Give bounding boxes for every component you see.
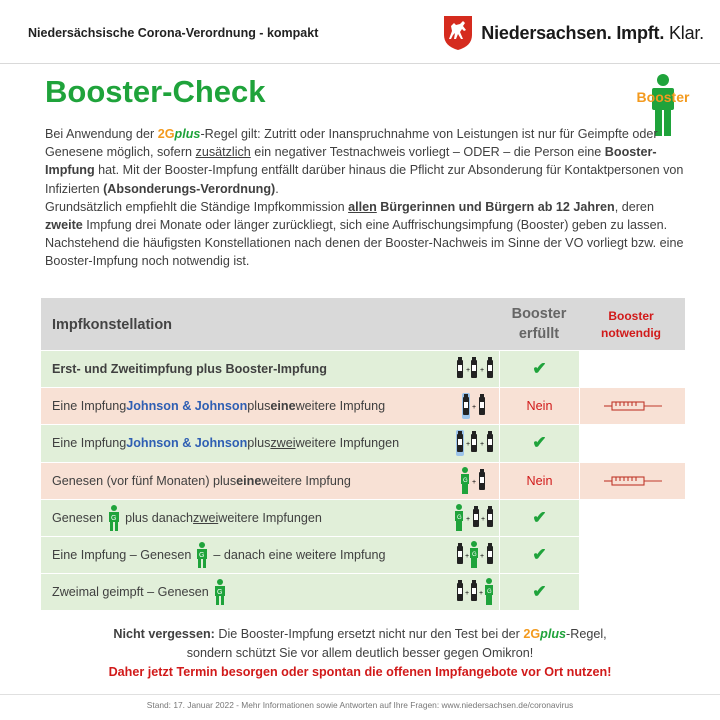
svg-text:G: G (216, 589, 223, 597)
svg-text:+: + (465, 553, 470, 561)
booster-label: Booster (636, 89, 690, 105)
erfuellt-cell (499, 425, 579, 461)
notwendig-cell (579, 351, 685, 387)
header-booster-erfuellt: Booster erfüllt (511, 306, 567, 342)
vaccine-vials-icon (449, 388, 499, 424)
intro-text: Bei Anwendung der 2Gplus-Regel gilt: Zutritt oder Inanspruchnahme von Leistungen ist nur für Geimpfte oder Genesene möglich, sofern zusätzlich ein negativer Testnachweis vorliegt – ODER – die Person eine Booster-Impfung hat. Mit der Booster-Impfung entfällt darüber hinaus die Pflicht zur Absonderung für Kontaktpersonen von Infizierten (Absonderungs-Verordnung). Grundsätzlich empfiehlt die Ständige Impfkommission allen Bürgerinnen und Bürgern ab 12 Jahren, deren zweite Impfung drei Monate oder länger zurückliegt, sich eine Auffrischungsimpfung (Booster) geben zu lassen. Nachstehend die häufigsten Konstellationen nach denen der Booster-Nachweis im Sinne der VO vorliegt bzw. eine Booster-Impfung noch notwendig ist. (45, 127, 684, 269)
svg-text:+: + (466, 441, 471, 449)
row-text: Eine Impfung Johnson & Johnson plus zwei weitere Impfungen (52, 436, 400, 451)
genesen-plus-vial-icon (449, 463, 499, 499)
row-text: Eine Impfung Johnson & Johnson plus eine weitere Impfung (52, 399, 386, 414)
svg-text:+: + (479, 590, 484, 598)
genesen-plus-vials-icon (449, 500, 499, 536)
vaccine-vials-icon (449, 351, 499, 387)
svg-text:G: G (457, 514, 462, 521)
svg-text:+: + (466, 515, 471, 523)
svg-text:+: + (472, 404, 477, 412)
niedersachsen-horse-logo-icon (443, 15, 473, 51)
svg-text:G: G (199, 552, 205, 560)
table-header (41, 298, 685, 350)
svg-text:G: G (111, 514, 117, 522)
table-row (41, 350, 685, 387)
check-icon: ✔ (532, 433, 547, 453)
call-to-action: Daher jetzt Termin besorgen oder spontan die offenen Impfangebote vor Ort nutzen! (108, 665, 612, 679)
table-row (41, 387, 685, 424)
erfuellt-cell (499, 574, 579, 610)
header-title: Niedersächsische Corona-Verordnung - kompakt (28, 26, 319, 40)
vaccine-vials-icon (449, 425, 499, 461)
footer-note: Nicht vergessen: Die Booster-Impfung ersetzt nicht nur den Test bei der 2Gplus-Regel, sondern schützt Sie vor allem deutlich besser gegen Omikron! Daher jetzt Termin besorgen oder spontan die offenen Impfangebote vor Ort nutzen! (108, 627, 612, 679)
erfuellt-cell: Nein (499, 388, 579, 424)
erfuellt-cell (499, 537, 579, 573)
vials-genesen-icon (449, 574, 499, 610)
table-row (41, 573, 685, 610)
svg-text:+: + (480, 441, 485, 449)
svg-text:+: + (466, 367, 471, 375)
notwendig-cell (579, 425, 685, 461)
svg-text:+: + (481, 515, 486, 523)
header-konstellation: Impfkonstellation (52, 317, 173, 333)
check-icon: ✔ (532, 582, 547, 602)
svg-text:+: + (480, 553, 485, 561)
table-row (41, 462, 685, 499)
table-row (41, 536, 685, 573)
notwendig-cell (579, 463, 685, 499)
row-text: Eine Impfung – Genesen G – danach eine weitere Impfung (41, 537, 449, 573)
footer-source: Stand: 17. Januar 2022 - Mehr Informationen sowie Antworten auf Ihre Fragen: www.niedersachsen.de/coronavirus (146, 700, 574, 710)
svg-text:+: + (480, 367, 485, 375)
notwendig-cell (579, 574, 685, 610)
row-text: Zweimal geimpft – Genesen G (41, 574, 449, 610)
footer-divider (0, 694, 720, 695)
svg-text:G: G (472, 552, 477, 559)
notwendig-cell (579, 500, 685, 536)
check-icon: ✔ (532, 507, 547, 527)
erfuellt-cell (499, 500, 579, 536)
notwendig-cell (579, 388, 685, 424)
svg-text:+: + (465, 590, 470, 598)
table-row (41, 499, 685, 536)
header-booster-notwendig: Booster notwendig (601, 309, 661, 340)
page-header (0, 0, 720, 64)
svg-text:+: + (472, 478, 477, 486)
row-text: Erst- und Zweitimpfung plus Booster-Impfung (52, 362, 327, 377)
vial-genesen-vial-icon (449, 537, 499, 573)
genesen-person-icon (195, 542, 209, 568)
page-title: Booster-Check (45, 74, 266, 109)
row-text: Genesen (vor fünf Monaten) plus eine weitere Impfung (52, 473, 351, 488)
svg-text:G: G (463, 477, 468, 484)
erfuellt-cell (499, 351, 579, 387)
svg-text:G: G (487, 589, 492, 596)
genesen-person-icon (107, 505, 121, 531)
syringe-icon (602, 399, 664, 413)
booster-table (41, 298, 685, 610)
syringe-icon (602, 474, 664, 488)
brand (443, 14, 704, 52)
2gplus-label: 2Gplus (157, 127, 201, 141)
brand-text: Niedersachsen. Impft. Klar. (481, 22, 704, 43)
row-text: Genesen G plus danach zwei weitere Impfungen (41, 500, 449, 536)
genesen-person-icon (213, 579, 227, 605)
table-row (41, 424, 685, 461)
erfuellt-cell: Nein (499, 463, 579, 499)
notwendig-cell (579, 537, 685, 573)
check-icon: ✔ (532, 359, 547, 379)
check-icon: ✔ (532, 545, 547, 565)
